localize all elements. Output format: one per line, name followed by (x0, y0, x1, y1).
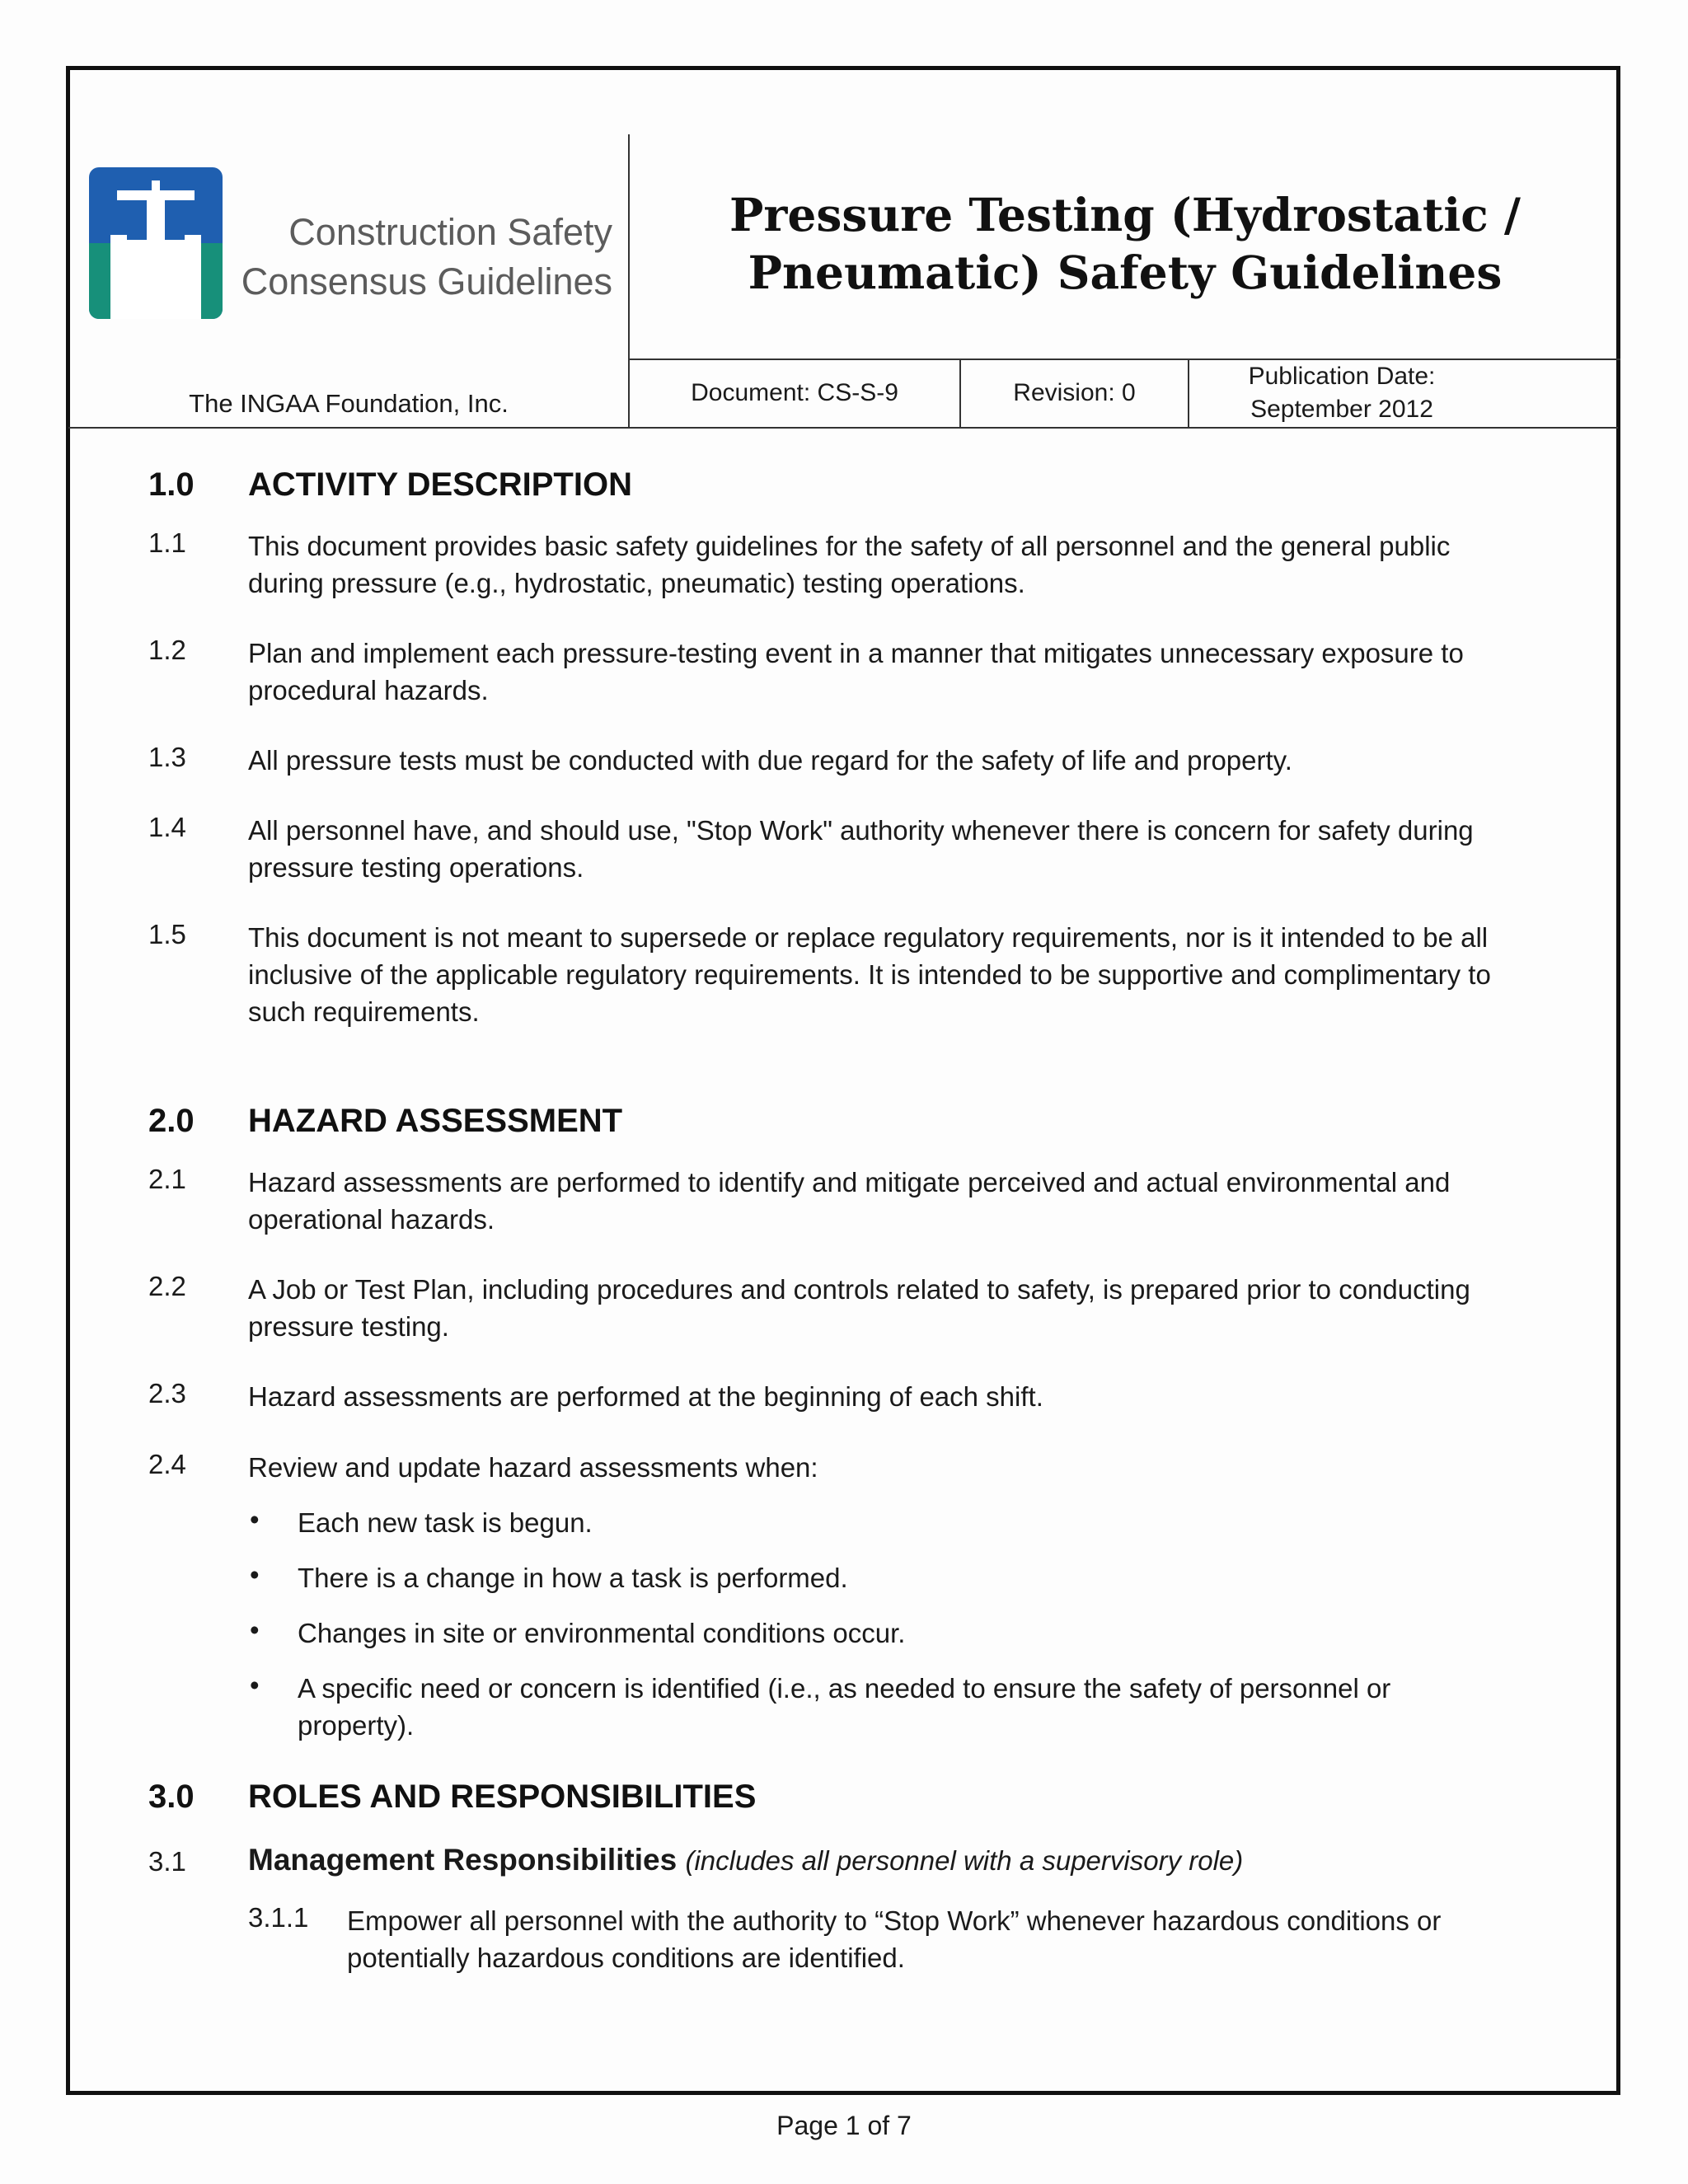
item-number: 2.2 (148, 1271, 186, 1301)
item-number: 2.1 (148, 1164, 186, 1194)
bullet-icon: • (250, 1615, 260, 1645)
section-number: 3.0 (148, 1779, 195, 1815)
item-number: 3.1 (148, 1846, 186, 1877)
document-number (630, 359, 959, 427)
valve-logo-icon (89, 167, 223, 319)
item-text: All pressure tests must be conducted with due regard for the safety of life and property. (248, 745, 1292, 776)
item-text: All personnel have, and should use, "Stop Work" authority whenever there is concern for safety during pressure testing operations. (248, 815, 1474, 883)
revision-number (961, 359, 1188, 427)
publication-date-label: Publication Date: (1248, 363, 1436, 390)
org-name-line: Consensus Guidelines (241, 260, 612, 302)
org-name-line: Construction Safety (288, 211, 612, 253)
bullet-item: Each new task is begun. (298, 1507, 593, 1538)
item-text: Empower all personnel with the authority to “Stop Work” whenever hazardous conditions or potentially hazardous conditions are identified. (347, 1905, 1442, 1973)
section-heading: HAZARD ASSESSMENT (248, 1103, 623, 1139)
publication-date (1189, 359, 1494, 427)
item-text: A Job or Test Plan, including procedures and controls related to safety, is prepared prior to conducting pressure testing. (248, 1274, 1470, 1342)
item-text: Hazard assessments are performed at the beginning of each shift. (248, 1381, 1043, 1412)
section-heading: ACTIVITY DESCRIPTION (248, 466, 632, 503)
bullet-item: There is a change in how a task is performed. (298, 1563, 848, 1593)
publication-date-value: September 2012 (1250, 396, 1433, 423)
header-divider (68, 427, 1618, 429)
bullet-icon: • (250, 1504, 260, 1535)
item-number: 2.3 (148, 1378, 186, 1408)
document-title (630, 186, 1620, 302)
item-number: 1.2 (148, 635, 186, 665)
item-text: Hazard assessments are performed to identify and mitigate perceived and actual environmental and operational hazards. (248, 1167, 1451, 1235)
foundation-name: The INGAA Foundation, Inc. (189, 389, 509, 418)
item-text: Plan and implement each pressure-testing event in a manner that mitigates unnecessary exposure to procedural hazards. (248, 638, 1464, 705)
bullet-item: A specific need or concern is identified (i.e., as needed to ensure the safety of personnel or property). (298, 1673, 1391, 1741)
item-text: Review and update hazard assessments when: (248, 1452, 818, 1483)
item-text: This document is not meant to supersede or replace regulatory requirements, nor is it intended to be all inclusive of the applicable regulatory requirements. It is intended to be supportive and complimentary to such requirements. (248, 922, 1491, 1027)
subsection-title: Management Responsibilities (248, 1843, 678, 1877)
document-number-text: Document: CS-S-9 (691, 379, 898, 406)
bullet-icon: • (250, 1670, 260, 1700)
item-number: 3.1.1 (248, 1902, 309, 1933)
section-number: 2.0 (148, 1103, 195, 1139)
title-line: Pneumatic) Safety Guidelines (748, 246, 1503, 299)
subsection-note: (includes all personnel with a supervisory role) (685, 1845, 1244, 1876)
item-number: 1.5 (148, 919, 186, 949)
item-number: 1.3 (148, 742, 186, 772)
title-line: Pressure Testing (Hydrostatic / (729, 188, 1521, 241)
item-number: 2.4 (148, 1449, 186, 1479)
section-number: 1.0 (148, 466, 195, 503)
bullet-item: Changes in site or environmental conditions occur. (298, 1618, 906, 1648)
item-number: 1.4 (148, 812, 186, 842)
section-heading: ROLES AND RESPONSIBILITIES (248, 1779, 757, 1815)
item-number: 1.1 (148, 527, 186, 558)
revision-text: Revision: 0 (1013, 379, 1136, 406)
page-number: Page 1 of 7 (776, 2111, 912, 2140)
subsection-heading (248, 1843, 1243, 1877)
bullet-icon: • (250, 1559, 260, 1590)
item-text: This document provides basic safety guidelines for the safety of all personnel and the general public during pressure (e.g., hydrostatic, pneumatic) testing operations. (248, 531, 1451, 598)
